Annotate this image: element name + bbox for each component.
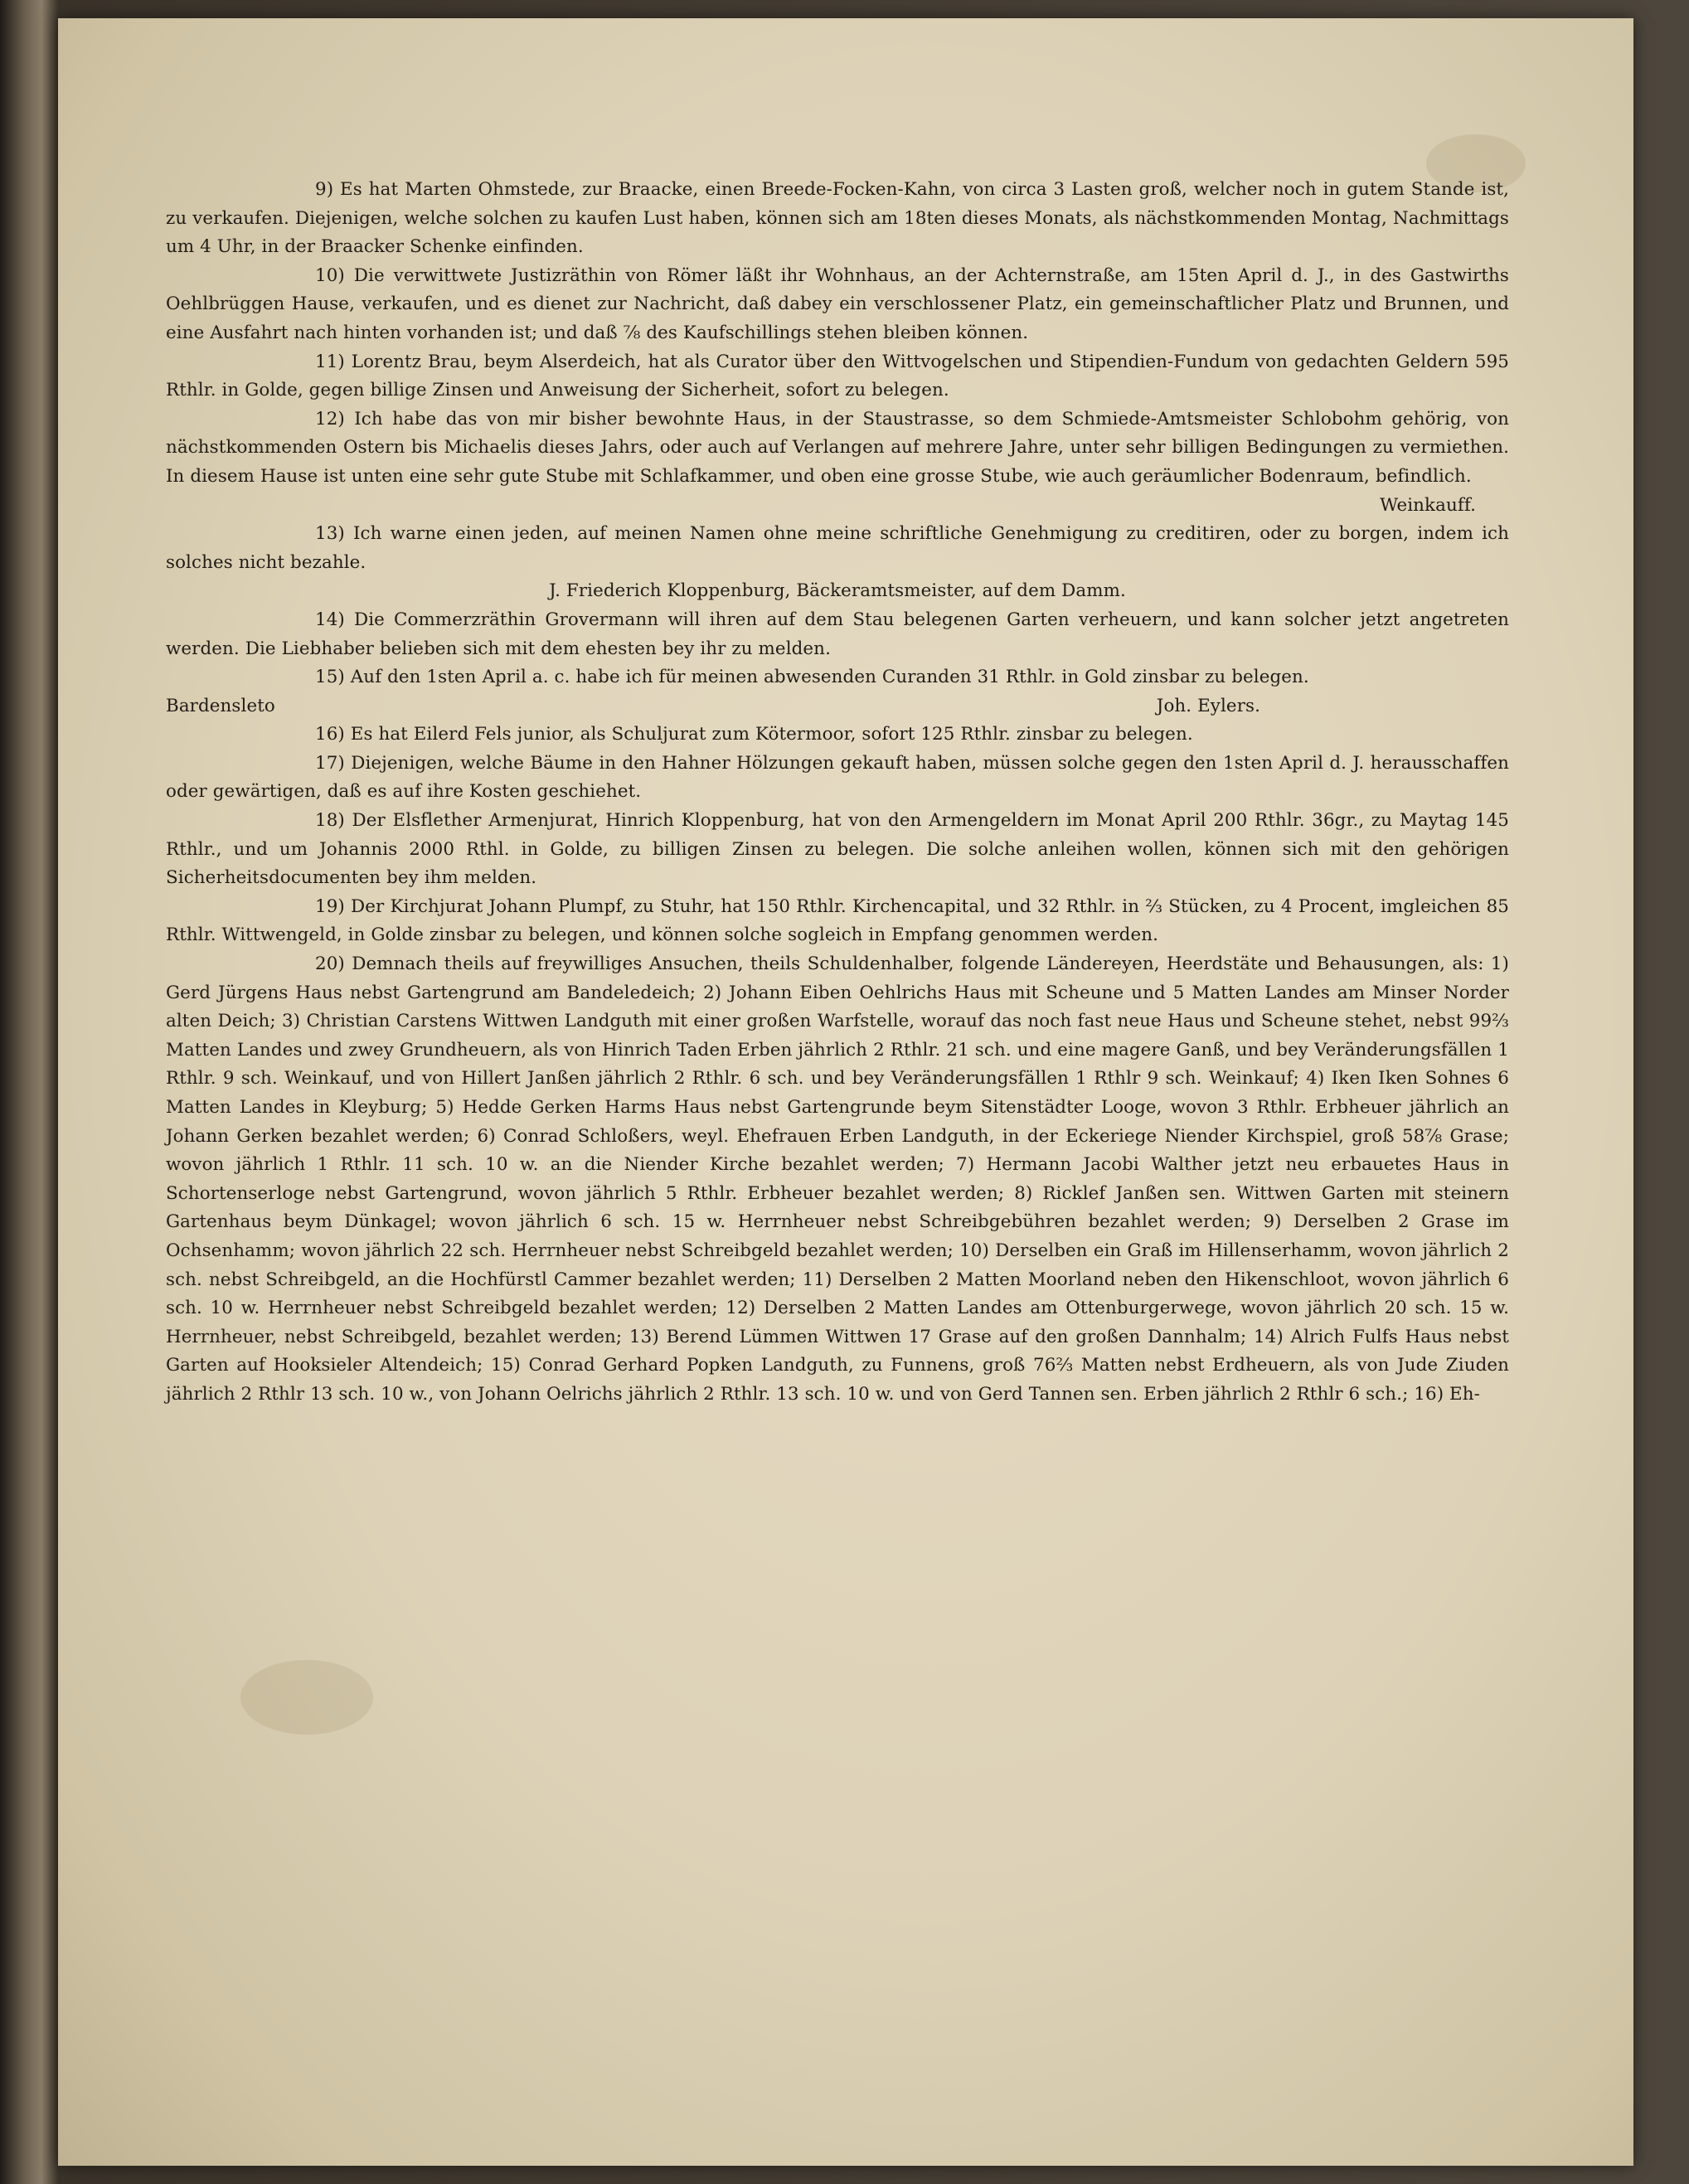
entry-15-name: Joh. Eylers. xyxy=(1156,695,1260,716)
paper-stain xyxy=(240,1660,373,1735)
entry-19: 19) Der Kirchjurat Johann Plumpf, zu Stuhr, hat 150 Rthlr. Kirchencapital, und 32 Rthlr. in ⅔ Stücken, zu 4 Procent, imgleichen 85 Rthlr. Wittwengeld, in Golde zinsbar zu belegen, und können solche sogleich in Empfang genommen werden. xyxy=(166,895,1509,946)
entry-10: 10) Die verwittwete Justizräthin von Römer läßt ihr Wohnhaus, an der Achternstraße, am 15ten April d. J., in des Gastwirths Oehlbrüggen Hause, verkaufen, und es dienet zur Nachricht, daß dabey ein verschlossener Platz, ein gemeinschaftlicher Platz und Brunnen, und eine Ausfahrt nach hinten vorhanden ist; und daß ⅞ des Kaufschillings stehen bleiben können. xyxy=(166,265,1509,343)
document-page xyxy=(58,18,1633,2166)
entry-14: 14) Die Commerzräthin Grovermann will ihren auf dem Stau belegenen Garten verheuern, und kann solcher jetzt angetreten werden. Die Liebhaber belieben sich mit dem ehesten bey ihr zu melden. xyxy=(166,609,1509,659)
facing-page-edge xyxy=(0,0,58,2184)
entry-15-signature xyxy=(166,692,1509,721)
entry-17: 17) Diejenigen, welche Bäume in den Hahner Hölzungen gekauft haben, müssen solche gegen den 1sten April d. J. herausschaffen oder gewärtigen, daß es auf ihre Kosten geschiehet. xyxy=(166,752,1509,803)
entry-20: 20) Demnach theils auf freywilliges Ansuchen, theils Schuldenhalber, folgende Ländereyen, Heerdstäte und Behausungen, als: 1) Gerd Jürgens Haus nebst Gartengrund am Bandeledeich; 2) Johann Eiben Oehlrichs Haus mit Scheune und 5 Matten Landes am Minser Norder alten Deich; 3) Christian Carstens Wittwen Landguth mit einer großen Warfstelle, worauf das noch fast neue Haus und Scheune stehet, nebst 99⅔ Matten Landes und zwey Grundheuern, als von Hinrich Taden Erben jährlich 2 Rthlr. 21 sch. und eine magere Ganß, und bey Veränderungsfällen 1 Rthlr. 9 sch. Weinkauf, und von Hillert Janßen jährlich 2 Rthlr. 6 sch. und bey Veränderungsfällen 1 Rthlr 9 sch. Weinkauf; 4) Iken Iken Sohnes 6 Matten Landes in Kleyburg; 5) Hedde Gerken Harms Haus nebst Gartengrunde beym Sitenstädter Looge, wovon 3 Rthlr. Erbheuer jährlich an Johann Gerken bezahlet werden; 6) Conrad Schloßers, weyl. Ehefrauen Erben Landguth, in der Eckeriege Niender Kirchspiel, groß 58⅞ Grase; wovon jährlich 1 Rthlr. 11 sch. 10 w. an die Niender Kirche bezahlet werden; 7) Hermann Jacobi Walther jetzt neu erbauetes Haus in Schortenserloge nebst Gartengrund, wovon jährlich 5 Rthlr. Erbheuer bezahlet werden; 8) Ricklef Janßen sen. Wittwen Garten mit steinern Gartenhaus beym Dünkagel; wovon jährlich 6 sch. 15 w. Herrnheuer nebst Schreibgebühren bezahlet werden; 9) Derselben 2 Grase im Ochsenhamm; wovon jährlich 22 sch. Herrnheuer nebst Schreibgeld bezahlet werden; 10) Derselben ein Graß im Hillenserhamm, wovon jährlich 2 sch. nebst Schreibgeld, an die Hochfürstl Cammer bezahlet werden; 11) Derselben 2 Matten Moorland neben den Hikenschloot, wovon jährlich 6 sch. 10 w. Herrnheuer nebst Schreibgeld bezahlet werden; 12) Derselben 2 Matten Landes am Ottenburgerwege, wovon jährlich 20 sch. 15 w. Herrnheuer, nebst Schreibgeld, bezahlet werden; 13) Berend Lümmen Wittwen 17 Grase auf den großen Dannhalm; 14) Alrich Fulfs Haus nebst Garten auf Hooksieler Altendeich; 15) Conrad Gerhard Popken Landguth, zu Funnens, groß 76⅔ Matten nebst Erdheuern, als von Jude Ziuden jährlich 2 Rthlr 13 sch. 10 w., von Johann Oelrichs jährlich 2 Rthlr. 13 sch. 10 w. und von Gerd Tannen sen. Erben jährlich 2 Rthlr 6 sch.; 16) Eh- xyxy=(166,954,1509,1405)
entry-16: 16) Es hat Eilerd Fels junior, als Schuljurat zum Kötermoor, sofort 125 Rthlr. zinsbar zu belegen. xyxy=(315,724,1193,745)
entry-13: 13) Ich warne einen jeden, auf meinen Namen ohne meine schriftliche Genehmigung zu creditiren, oder zu borgen, indem ich solches nicht bezahle. xyxy=(166,523,1509,573)
page-text xyxy=(166,176,1509,1410)
entry-15-place: Bardensleto xyxy=(166,695,275,716)
entry-18: 18) Der Elsflether Armenjurat, Hinrich Kloppenburg, hat von den Armengeldern im Monat April 200 Rthlr. 36gr., zu Maytag 145 Rthlr., und um Johannis 2000 Rthl. in Golde, zu billigen Zinsen zu belegen. Die solche anleihen wollen, können sich mit den gehörigen Sicherheitsdocumenten bey ihm melden. xyxy=(166,810,1509,889)
entry-13-signature: J. Friederich Kloppenburg, Bäckeramtsmeister, auf dem Damm. xyxy=(549,580,1126,602)
entry-11: 11) Lorentz Brau, beym Alserdeich, hat als Curator über den Wittvogelschen und Stipendien-Fundum von gedachten Geldern 595 Rthlr. in Golde, gegen billige Zinsen und Anweisung der Sicherheit, sofort zu belegen. xyxy=(166,351,1509,401)
entry-12-signature: Weinkauff. xyxy=(1380,494,1476,516)
entry-9: 9) Es hat Marten Ohmstede, zur Braacke, einen Breede-Focken-Kahn, von circa 3 Lasten groß, welcher noch in gutem Stande ist, zu verkaufen. Diejenigen, welche solchen zu kaufen Lust haben, können sich am 18ten dieses Monats, als nächstkommenden Montag, Nachmittags um 4 Uhr, in der Braacker Schenke einfinden. xyxy=(166,179,1509,258)
entry-15: 15) Auf den 1sten April a. c. habe ich für meinen abwesenden Curanden 31 Rthlr. in Gold zinsbar zu belegen. xyxy=(315,667,1309,688)
entry-12: 12) Ich habe das von mir bisher bewohnte Haus, in der Staustrasse, so dem Schmiede-Amtsmeister Schlobohm gehörig, von nächstkommenden Ostern bis Michaelis dieses Jahrs, oder auch auf Verlangen auf mehrere Jahre, unter sehr billigen Bedingungen zu vermiethen. In diesem Hause ist unten eine sehr gute Stube mit Schlafkammer, und oben eine grosse Stube, wie auch geräumlicher Bodenraum, befindlich. xyxy=(166,408,1509,487)
